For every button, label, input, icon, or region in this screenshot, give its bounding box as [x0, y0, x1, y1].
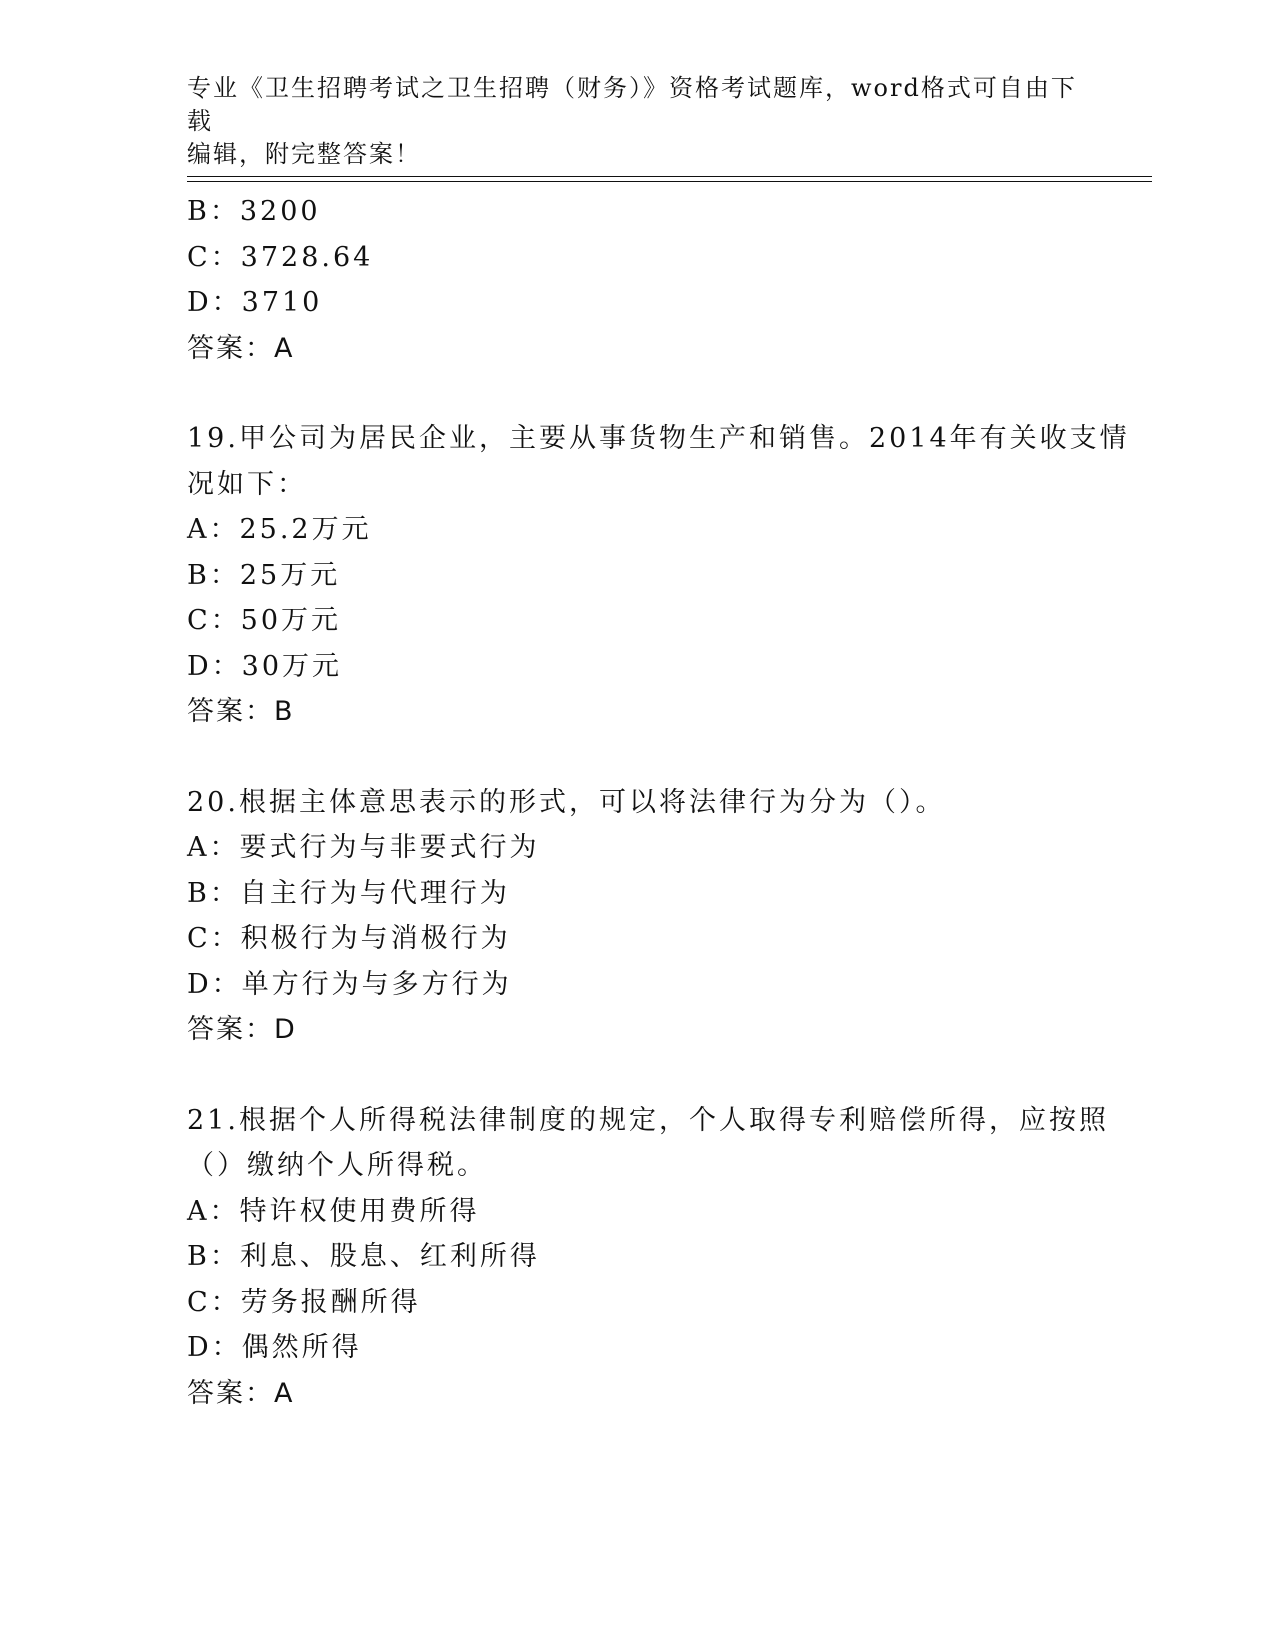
option-b: B：3200: [187, 196, 321, 227]
question-stem: 21.根据个人所得税法律制度的规定，个人取得专利赔偿所得，应按照: [187, 1104, 1109, 1136]
option-d: D：单方行为与多方行为: [187, 968, 512, 1000]
option-c: C：劳务报酬所得: [187, 1286, 421, 1318]
header-line-1: 专业《卫生招聘考试之卫生招聘（财务）》资格考试题库，word格式可自由下载: [187, 74, 1077, 135]
answer: 答案：D: [187, 1014, 297, 1045]
answer: 答案：B: [187, 696, 295, 727]
question-stem-continued: （）缴纳个人所得税。: [187, 1150, 487, 1181]
question-19: [187, 416, 1130, 735]
answer: 答案：A: [187, 1377, 295, 1409]
option-d: D：3710: [187, 287, 323, 318]
document-header: [187, 72, 1087, 171]
question-20: [187, 780, 1087, 1053]
header-divider-bottom: [187, 181, 1152, 182]
option-c: C：积极行为与消极行为: [187, 923, 511, 954]
question-stem: 20.根据主体意思表示的形式，可以将法律行为分为（）。: [187, 786, 946, 818]
option-a: A：特许权使用费所得: [187, 1195, 480, 1227]
option-a: A：要式行为与非要式行为: [187, 832, 540, 863]
question-stem: 19.甲公司为居民企业，主要从事货物生产和销售。2014年有关收支情: [187, 423, 1130, 454]
header-divider-top: [187, 176, 1152, 177]
option-b: B：自主行为与代理行为: [187, 877, 510, 909]
question-list: [187, 189, 1130, 1416]
option-c: C：50万元: [187, 605, 342, 636]
option-b: B：利息、股息、红利所得: [187, 1241, 540, 1272]
question-stem-continued: 况如下：: [187, 468, 307, 500]
header-line-2: 编辑，附完整答案！: [187, 140, 421, 168]
question-18-tail: [187, 189, 1087, 371]
question-21: [187, 1098, 1109, 1417]
option-a: A：25.2万元: [187, 514, 372, 545]
option-d: D：偶然所得: [187, 1332, 362, 1363]
option-b: B：25万元: [187, 559, 341, 591]
option-c: C：3728.64: [187, 241, 374, 273]
answer: 答案：A: [187, 332, 295, 364]
option-d: D：30万元: [187, 650, 343, 682]
